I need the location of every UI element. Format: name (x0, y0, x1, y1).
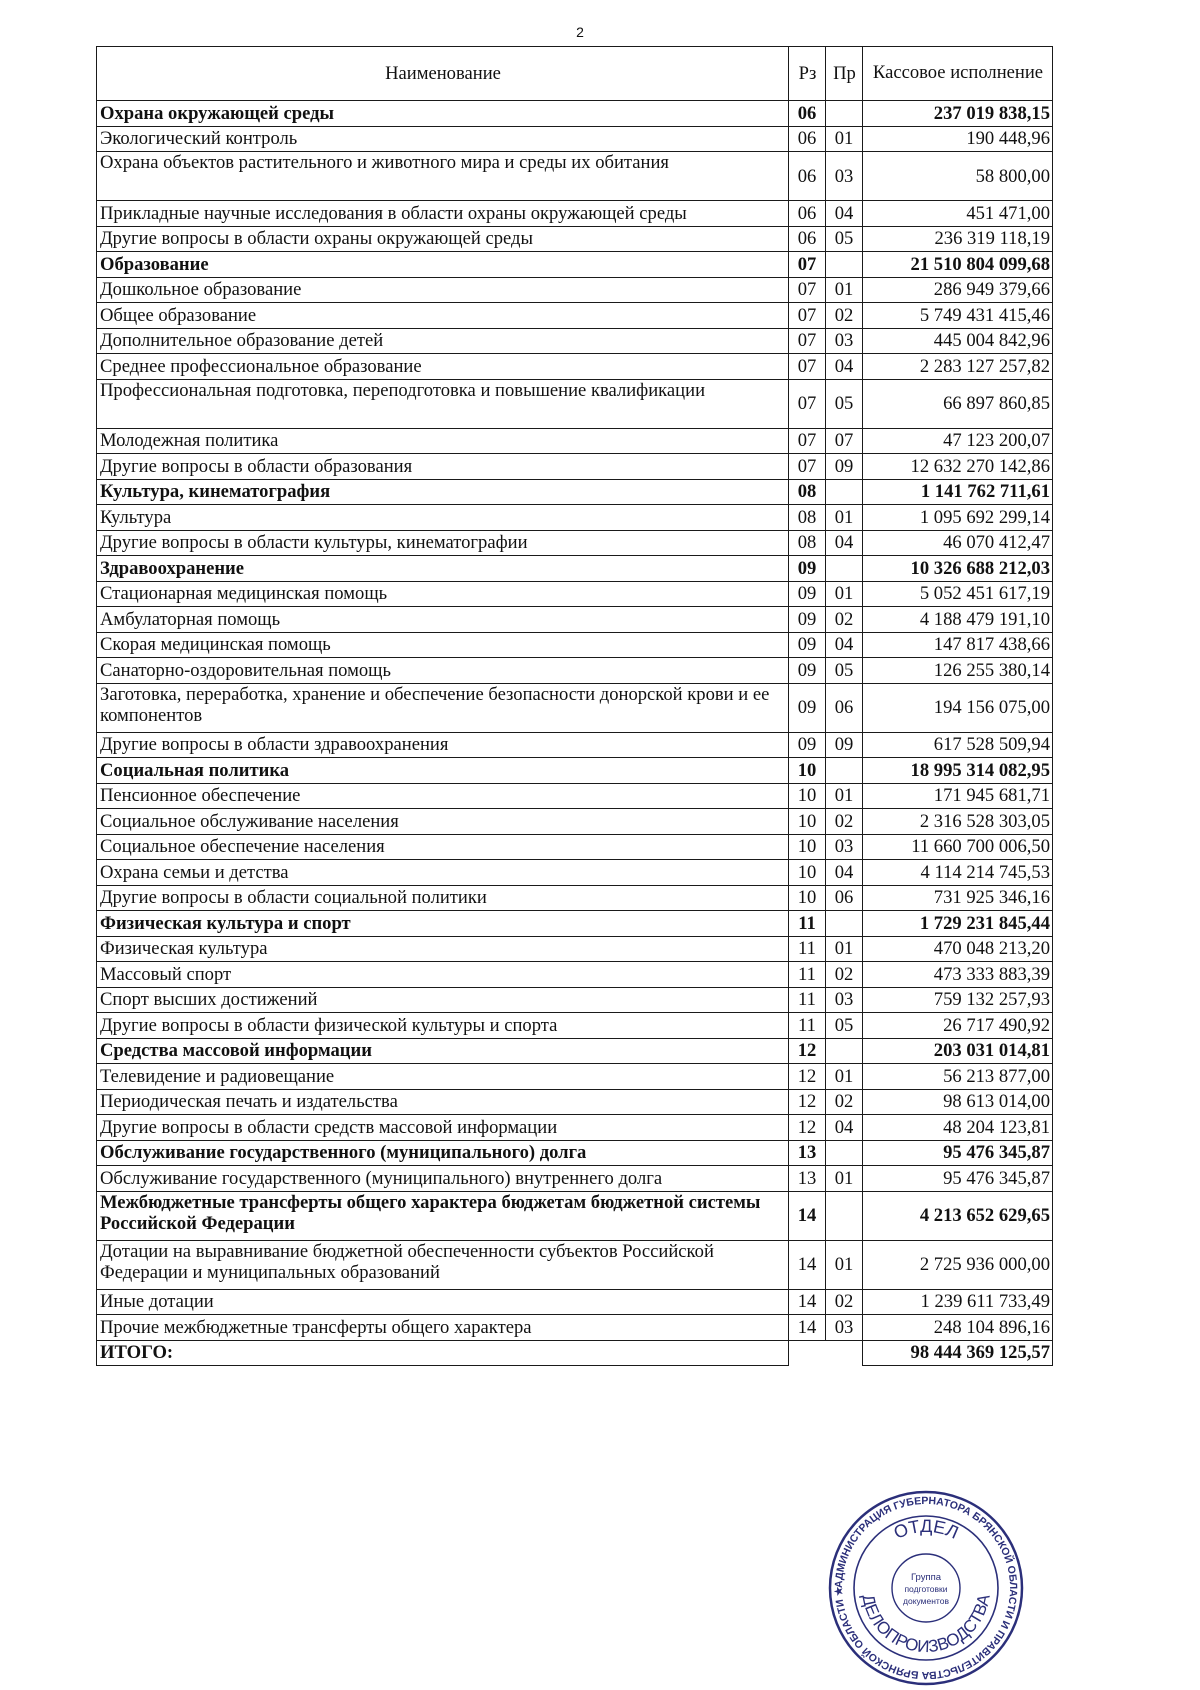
table-row (97, 379, 1053, 428)
row-sum-cell: 445 004 842,96 (863, 328, 1053, 354)
row-name-cell: Культура (97, 505, 789, 531)
table-row (97, 936, 1053, 962)
row-rz-cell: 07 (789, 379, 826, 428)
row-sum-cell: 4 114 214 745,53 (863, 860, 1053, 886)
row-rz-cell: 07 (789, 303, 826, 329)
row-name-cell: Молодежная политика (97, 428, 789, 454)
row-rz-cell: 09 (789, 683, 826, 732)
table-row (97, 454, 1053, 480)
row-sum-cell: 10 326 688 212,03 (863, 556, 1053, 582)
table-row (97, 1064, 1053, 1090)
row-rz-cell: 10 (789, 758, 826, 784)
row-name-cell: Другие вопросы в области охраны окружающей среды (97, 226, 789, 252)
row-pr-cell: 07 (826, 428, 863, 454)
row-sum-cell: 58 800,00 (863, 152, 1053, 201)
row-pr-cell: 09 (826, 454, 863, 480)
row-rz-cell: 09 (789, 581, 826, 607)
row-pr-cell: 02 (826, 607, 863, 633)
row-name-cell: Культура, кинематография (97, 479, 789, 505)
table-row (97, 1289, 1053, 1315)
row-rz-cell: 10 (789, 860, 826, 886)
row-name-cell: Телевидение и радиовещание (97, 1064, 789, 1090)
row-sum-cell: 5 052 451 617,19 (863, 581, 1053, 607)
page-number: 2 (576, 24, 584, 40)
row-pr-cell (826, 101, 863, 127)
row-name-cell: Стационарная медицинская помощь (97, 581, 789, 607)
row-pr-cell: 09 (826, 732, 863, 758)
row-pr-cell: 01 (826, 1240, 863, 1289)
row-rz-cell: 08 (789, 479, 826, 505)
row-pr-cell: 01 (826, 1064, 863, 1090)
row-name-cell: Спорт высших достижений (97, 987, 789, 1013)
row-sum-cell: 56 213 877,00 (863, 1064, 1053, 1090)
row-rz-cell: 07 (789, 454, 826, 480)
row-sum-cell: 2 316 528 303,05 (863, 809, 1053, 835)
row-name-cell: Обслуживание государственного (муниципального) долга (97, 1140, 789, 1166)
row-sum-cell: 470 048 213,20 (863, 936, 1053, 962)
row-name-cell: Средства массовой информации (97, 1038, 789, 1064)
row-rz-cell: 08 (789, 505, 826, 531)
table-row (97, 530, 1053, 556)
row-rz-cell: 09 (789, 607, 826, 633)
row-sum-cell: 5 749 431 415,46 (863, 303, 1053, 329)
row-pr-cell (826, 911, 863, 937)
row-name-cell: Скорая медицинская помощь (97, 632, 789, 658)
table-section-row (97, 556, 1053, 582)
table-row (97, 354, 1053, 380)
row-pr-cell: 01 (826, 581, 863, 607)
row-sum-cell: 171 945 681,71 (863, 783, 1053, 809)
row-name-cell: Социальное обеспечение населения (97, 834, 789, 860)
row-sum-cell: 2 283 127 257,82 (863, 354, 1053, 380)
table-row (97, 226, 1053, 252)
table-section-row (97, 1191, 1053, 1240)
row-rz-cell: 11 (789, 936, 826, 962)
row-sum-cell: 1 239 611 733,49 (863, 1289, 1053, 1315)
table-header-row (97, 47, 1053, 101)
row-pr-cell: 05 (826, 658, 863, 684)
row-sum-cell: 95 476 345,87 (863, 1166, 1053, 1192)
row-name-cell: Дошкольное образование (97, 277, 789, 303)
row-pr-cell (826, 1140, 863, 1166)
row-sum-cell: 248 104 896,16 (863, 1315, 1053, 1341)
row-sum-cell: 1 729 231 845,44 (863, 911, 1053, 937)
row-rz-cell: 09 (789, 632, 826, 658)
row-rz-cell: 12 (789, 1089, 826, 1115)
row-pr-cell: 06 (826, 683, 863, 732)
row-pr-cell (826, 252, 863, 278)
row-rz-cell: 07 (789, 252, 826, 278)
row-name-cell: Экологический контроль (97, 126, 789, 152)
row-rz-cell: 08 (789, 530, 826, 556)
row-name-cell: Охрана объектов растительного и животного мира и среды их обитания (97, 152, 789, 201)
row-sum-cell: 759 132 257,93 (863, 987, 1053, 1013)
row-rz-cell: 10 (789, 783, 826, 809)
row-name-cell: Охрана окружающей среды (97, 101, 789, 127)
row-rz-cell: 14 (789, 1191, 826, 1240)
row-name-cell: Пенсионное обеспечение (97, 783, 789, 809)
row-name-cell: Среднее профессиональное образование (97, 354, 789, 380)
row-sum-cell: 2 725 936 000,00 (863, 1240, 1053, 1289)
seal-center-line-2: подготовки (904, 1584, 948, 1594)
row-name-cell: Заготовка, переработка, хранение и обеспечение безопасности донорской крови и ее компонентов (97, 683, 789, 732)
table-body (97, 101, 1053, 1366)
row-sum-cell: 95 476 345,87 (863, 1140, 1053, 1166)
row-pr-cell: 03 (826, 1315, 863, 1341)
row-rz-cell: 06 (789, 126, 826, 152)
row-pr-cell: 04 (826, 1115, 863, 1141)
header-name: Наименование (97, 47, 789, 101)
row-pr-cell: 02 (826, 303, 863, 329)
row-rz-cell: 07 (789, 328, 826, 354)
row-rz-cell: 09 (789, 732, 826, 758)
seal-top-text: ОТДЕЛ (890, 1515, 962, 1543)
total-sum: 98 444 369 125,57 (863, 1340, 1053, 1366)
row-sum-cell: 18 995 314 082,95 (863, 758, 1053, 784)
total-blank-cell (789, 1340, 863, 1366)
table-row (97, 303, 1053, 329)
row-rz-cell: 13 (789, 1140, 826, 1166)
seal-outer-text: АДМИНИСТРАЦИЯ ГУБЕРНАТОРА БРЯНСКОЙ ОБЛАСТИ И ПРАВИТЕЛЬСТВА БРЯНСКОЙ ОБЛАСТИ ★ (832, 1494, 1020, 1682)
row-pr-cell: 01 (826, 1166, 863, 1192)
row-name-cell: Физическая культура и спорт (97, 911, 789, 937)
row-sum-cell: 473 333 883,39 (863, 962, 1053, 988)
table-section-row (97, 479, 1053, 505)
row-name-cell: Другие вопросы в области культуры, кинематографии (97, 530, 789, 556)
row-name-cell: Амбулаторная помощь (97, 607, 789, 633)
row-rz-cell: 11 (789, 911, 826, 937)
row-sum-cell: 1 141 762 711,61 (863, 479, 1053, 505)
table-row (97, 1089, 1053, 1115)
table-row (97, 632, 1053, 658)
row-pr-cell (826, 758, 863, 784)
table-row (97, 658, 1053, 684)
row-name-cell: Прочие межбюджетные трансферты общего характера (97, 1315, 789, 1341)
row-rz-cell: 11 (789, 1013, 826, 1039)
row-rz-cell: 10 (789, 809, 826, 835)
table-section-row (97, 911, 1053, 937)
row-pr-cell: 03 (826, 328, 863, 354)
header-pr: Пр (826, 47, 863, 101)
row-name-cell: Общее образование (97, 303, 789, 329)
row-sum-cell: 47 123 200,07 (863, 428, 1053, 454)
header-sum: Кассовое исполнение (863, 47, 1053, 101)
row-rz-cell: 07 (789, 428, 826, 454)
budget-table (96, 46, 1053, 1366)
row-pr-cell: 05 (826, 379, 863, 428)
row-pr-cell: 05 (826, 1013, 863, 1039)
row-rz-cell: 09 (789, 658, 826, 684)
seal-center-line-1: Группа (910, 1572, 942, 1583)
row-sum-cell: 286 949 379,66 (863, 277, 1053, 303)
table-row (97, 328, 1053, 354)
row-rz-cell: 14 (789, 1289, 826, 1315)
row-sum-cell: 98 613 014,00 (863, 1089, 1053, 1115)
official-seal (826, 1488, 1026, 1688)
row-name-cell: Образование (97, 252, 789, 278)
table-row (97, 1315, 1053, 1341)
row-name-cell: Другие вопросы в области средств массовой информации (97, 1115, 789, 1141)
table-row (97, 809, 1053, 835)
row-pr-cell: 04 (826, 860, 863, 886)
row-pr-cell: 02 (826, 1289, 863, 1315)
row-name-cell: Здравоохранение (97, 556, 789, 582)
row-rz-cell: 06 (789, 226, 826, 252)
row-sum-cell: 48 204 123,81 (863, 1115, 1053, 1141)
row-name-cell: Физическая культура (97, 936, 789, 962)
row-sum-cell: 4 213 652 629,65 (863, 1191, 1053, 1240)
table-row (97, 987, 1053, 1013)
row-pr-cell: 04 (826, 354, 863, 380)
row-sum-cell: 46 070 412,47 (863, 530, 1053, 556)
table-row (97, 428, 1053, 454)
total-label: ИТОГО: (97, 1340, 789, 1366)
row-sum-cell: 236 319 118,19 (863, 226, 1053, 252)
table-row (97, 607, 1053, 633)
row-pr-cell: 04 (826, 632, 863, 658)
row-rz-cell: 12 (789, 1064, 826, 1090)
table-section-row (97, 252, 1053, 278)
row-rz-cell: 10 (789, 885, 826, 911)
row-pr-cell: 06 (826, 885, 863, 911)
table-section-row (97, 1038, 1053, 1064)
table-row (97, 1240, 1053, 1289)
table-row (97, 834, 1053, 860)
row-pr-cell: 01 (826, 936, 863, 962)
table-section-row (97, 1140, 1053, 1166)
row-sum-cell: 617 528 509,94 (863, 732, 1053, 758)
row-name-cell: Обслуживание государственного (муниципального) внутреннего долга (97, 1166, 789, 1192)
row-rz-cell: 14 (789, 1240, 826, 1289)
row-name-cell: Социальная политика (97, 758, 789, 784)
row-pr-cell: 04 (826, 201, 863, 227)
row-sum-cell: 126 255 380,14 (863, 658, 1053, 684)
row-name-cell: Охрана семьи и детства (97, 860, 789, 886)
row-rz-cell: 06 (789, 152, 826, 201)
row-sum-cell: 451 471,00 (863, 201, 1053, 227)
row-sum-cell: 26 717 490,92 (863, 1013, 1053, 1039)
row-sum-cell: 731 925 346,16 (863, 885, 1053, 911)
row-pr-cell: 04 (826, 530, 863, 556)
row-rz-cell: 06 (789, 201, 826, 227)
row-pr-cell (826, 479, 863, 505)
row-sum-cell: 66 897 860,85 (863, 379, 1053, 428)
row-name-cell: Другие вопросы в области социальной политики (97, 885, 789, 911)
row-pr-cell: 01 (826, 277, 863, 303)
row-sum-cell: 4 188 479 191,10 (863, 607, 1053, 633)
row-pr-cell: 02 (826, 962, 863, 988)
row-name-cell: Дотации на выравнивание бюджетной обеспеченности субъектов Российской Федерации и муниципальных образований (97, 1240, 789, 1289)
row-rz-cell: 07 (789, 277, 826, 303)
table-section-row (97, 101, 1053, 127)
row-sum-cell: 190 448,96 (863, 126, 1053, 152)
table-row (97, 732, 1053, 758)
table-row (97, 683, 1053, 732)
row-name-cell: Массовый спорт (97, 962, 789, 988)
row-rz-cell: 11 (789, 987, 826, 1013)
seal-middle-text: ДЕЛОПРОИЗВОДСТВА (858, 1592, 994, 1657)
row-pr-cell: 02 (826, 1089, 863, 1115)
table-row (97, 962, 1053, 988)
table-row (97, 505, 1053, 531)
table-row (97, 152, 1053, 201)
row-rz-cell: 12 (789, 1115, 826, 1141)
row-name-cell: Другие вопросы в области физической культуры и спорта (97, 1013, 789, 1039)
row-pr-cell (826, 1191, 863, 1240)
row-name-cell: Профессиональная подготовка, переподготовка и повышение квалификации (97, 379, 789, 428)
row-name-cell: Социальное обслуживание населения (97, 809, 789, 835)
table-row (97, 860, 1053, 886)
table-row (97, 885, 1053, 911)
row-rz-cell: 11 (789, 962, 826, 988)
row-name-cell: Другие вопросы в области здравоохранения (97, 732, 789, 758)
row-rz-cell: 10 (789, 834, 826, 860)
table-row (97, 581, 1053, 607)
table-row (97, 277, 1053, 303)
row-sum-cell: 1 095 692 299,14 (863, 505, 1053, 531)
row-sum-cell: 203 031 014,81 (863, 1038, 1053, 1064)
row-pr-cell: 03 (826, 987, 863, 1013)
table-row (97, 126, 1053, 152)
row-rz-cell: 07 (789, 354, 826, 380)
row-sum-cell: 194 156 075,00 (863, 683, 1053, 732)
row-sum-cell: 237 019 838,15 (863, 101, 1053, 127)
row-pr-cell: 05 (826, 226, 863, 252)
row-name-cell: Межбюджетные трансферты общего характера бюджетам бюджетной системы Российской Федерации (97, 1191, 789, 1240)
row-rz-cell: 13 (789, 1166, 826, 1192)
table-row (97, 1115, 1053, 1141)
table-row (97, 201, 1053, 227)
row-pr-cell (826, 1038, 863, 1064)
seal-center-line-3: документов (903, 1596, 949, 1606)
row-name-cell: Дополнительное образование детей (97, 328, 789, 354)
table-total-row (97, 1340, 1053, 1366)
row-sum-cell: 147 817 438,66 (863, 632, 1053, 658)
row-pr-cell: 03 (826, 834, 863, 860)
row-pr-cell: 02 (826, 809, 863, 835)
row-name-cell: Санаторно-оздоровительная помощь (97, 658, 789, 684)
row-sum-cell: 12 632 270 142,86 (863, 454, 1053, 480)
svg-text:ОТДЕЛ (891, 1516, 962, 1543)
row-rz-cell: 14 (789, 1315, 826, 1341)
row-name-cell: Иные дотации (97, 1289, 789, 1315)
row-rz-cell: 06 (789, 101, 826, 127)
row-sum-cell: 21 510 804 099,68 (863, 252, 1053, 278)
row-name-cell: Другие вопросы в области образования (97, 454, 789, 480)
table-row (97, 1166, 1053, 1192)
row-pr-cell: 01 (826, 126, 863, 152)
row-rz-cell: 12 (789, 1038, 826, 1064)
header-rz: Рз (789, 47, 826, 101)
row-pr-cell (826, 556, 863, 582)
row-name-cell: Прикладные научные исследования в области охраны окружающей среды (97, 201, 789, 227)
row-pr-cell: 01 (826, 505, 863, 531)
row-pr-cell: 03 (826, 152, 863, 201)
table-section-row (97, 758, 1053, 784)
row-pr-cell: 01 (826, 783, 863, 809)
row-name-cell: Периодическая печать и издательства (97, 1089, 789, 1115)
table-row (97, 1013, 1053, 1039)
row-sum-cell: 11 660 700 006,50 (863, 834, 1053, 860)
row-rz-cell: 09 (789, 556, 826, 582)
table-row (97, 783, 1053, 809)
